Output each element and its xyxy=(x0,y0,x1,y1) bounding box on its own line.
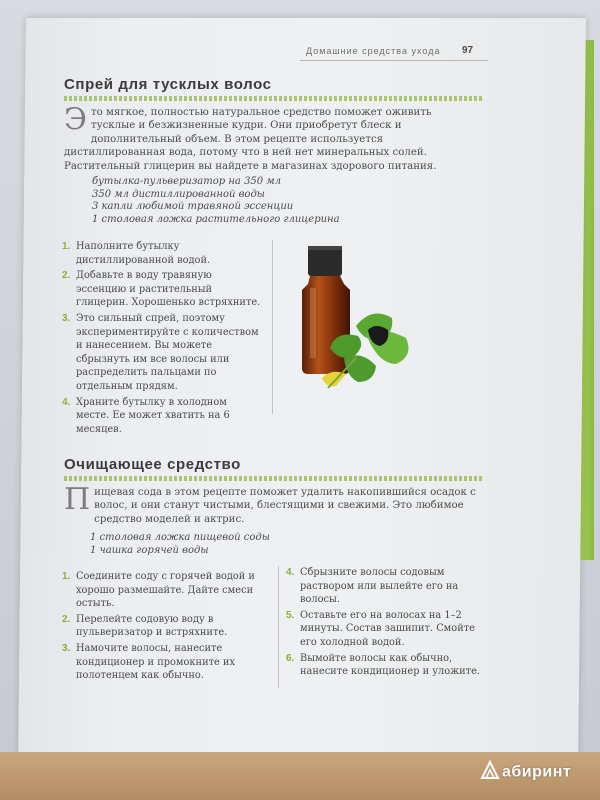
step-text: Намочите волосы, нанесите кондиционер и промокните их полотенцем как обычно. xyxy=(76,642,235,682)
column-divider xyxy=(278,566,279,688)
step-text: Вымойте волосы как обычно, нанесите кондиционер и уложите. xyxy=(300,652,481,678)
ingredient-item: бутылка-пульверизатор на 350 мл xyxy=(92,176,281,187)
step-number: 6. xyxy=(286,652,295,664)
step-text: Соедините соду с горячей водой и хорошо размешайте. Дайте смеси остыть. xyxy=(76,571,255,610)
ingredient-item: 1 столовая ложка растительного глицерина xyxy=(92,213,340,225)
bottle-with-mint-illustration xyxy=(296,238,436,408)
step-item xyxy=(286,566,482,607)
step-item xyxy=(62,570,272,611)
step-number: 3. xyxy=(62,642,71,654)
step-item xyxy=(62,312,262,394)
step-text: Оставьте его на волосах на 1–2 минуты. Состав зашипит. Смойте его холодной водой. xyxy=(300,609,475,648)
step-number: 3. xyxy=(62,312,71,324)
running-header: Домашние средства ухода xyxy=(306,46,441,56)
intro-paragraph-cleanser xyxy=(64,482,476,526)
step-number: 4. xyxy=(286,567,295,578)
step-text: Наполните бутылку дистиллированной водой. xyxy=(76,241,211,266)
step-text: Храните бутылку в холодном месте. Ее может хватить на 6 месяцев. xyxy=(76,396,230,435)
intro-paragraph-spray xyxy=(64,102,474,173)
step-number: 1. xyxy=(62,571,71,582)
steps-list-cleanser-right xyxy=(286,566,482,681)
ingredient-item: 350 мл дистиллированной воды xyxy=(92,188,265,200)
ingredients-list-cleanser xyxy=(90,532,370,557)
step-number: 4. xyxy=(62,396,71,408)
drop-cap: П xyxy=(64,482,91,517)
title-rule xyxy=(64,96,482,101)
ingredients-list-spray xyxy=(92,176,392,226)
step-item xyxy=(62,642,272,683)
step-text: Сбрызните волосы содовым раствором или вылейте его на волосы. xyxy=(300,567,459,606)
steps-list-spray xyxy=(62,240,262,438)
section-title-spray: Спрей для тусклых волос xyxy=(64,76,272,93)
ingredient-item: 1 столовая ложка пищевой соды xyxy=(90,532,270,543)
step-number: 2. xyxy=(62,613,71,625)
column-divider xyxy=(272,240,273,414)
ingredient-item: 1 чашка горячей воды xyxy=(90,544,209,556)
step-item xyxy=(62,396,262,437)
step-text: Это сильный спрей, поэтому экспериментируйте с количеством и нанесением. Вы можете сбрызнуть им все волосы или распределить пальцами по отдельным прядям. xyxy=(76,312,259,392)
steps-list-cleanser-left xyxy=(62,570,272,685)
intro-text: ищевая сода в этом рецепте поможет удалить накопившийся осадок с волос, и они станут чистыми, блестящими и свежими. Это любимое средство моделей и актрис. xyxy=(94,487,476,525)
title-rule xyxy=(64,476,482,481)
header-rule xyxy=(300,60,488,61)
ingredient-item: 3 капли любимой травяной эссенции xyxy=(92,201,294,213)
step-item xyxy=(286,609,482,650)
step-number: 2. xyxy=(62,270,71,282)
step-item xyxy=(62,613,272,640)
step-item xyxy=(62,240,262,267)
page-number: 97 xyxy=(462,45,474,56)
step-number: 5. xyxy=(286,609,295,621)
step-number: 1. xyxy=(62,241,71,252)
step-item xyxy=(286,652,482,679)
step-item xyxy=(62,269,262,310)
step-text: Перелейте содовую воду в пульверизатор и встряхните. xyxy=(76,613,228,639)
intro-text: то мягкое, полностью натуральное средство поможет оживить тусклые и безжизненные кудри. Они приобретут блеск и дополнительный объем. В этом рецепте используется дистиллированная вода, потому что в ней нет минеральных солей. Растительный глицерин вы найдете в магазинах здорового питания. xyxy=(64,107,437,172)
labyrinth-logo-icon xyxy=(480,760,500,785)
watermark-logo xyxy=(480,760,571,785)
section-title-cleanser: Очищающее средство xyxy=(64,456,241,473)
watermark-text: абиринт xyxy=(502,763,572,781)
drop-cap: Э xyxy=(64,102,87,137)
step-text: Добавьте в воду травяную эссенцию и растительный глицерин. Хорошенько встряхните. xyxy=(76,270,261,309)
